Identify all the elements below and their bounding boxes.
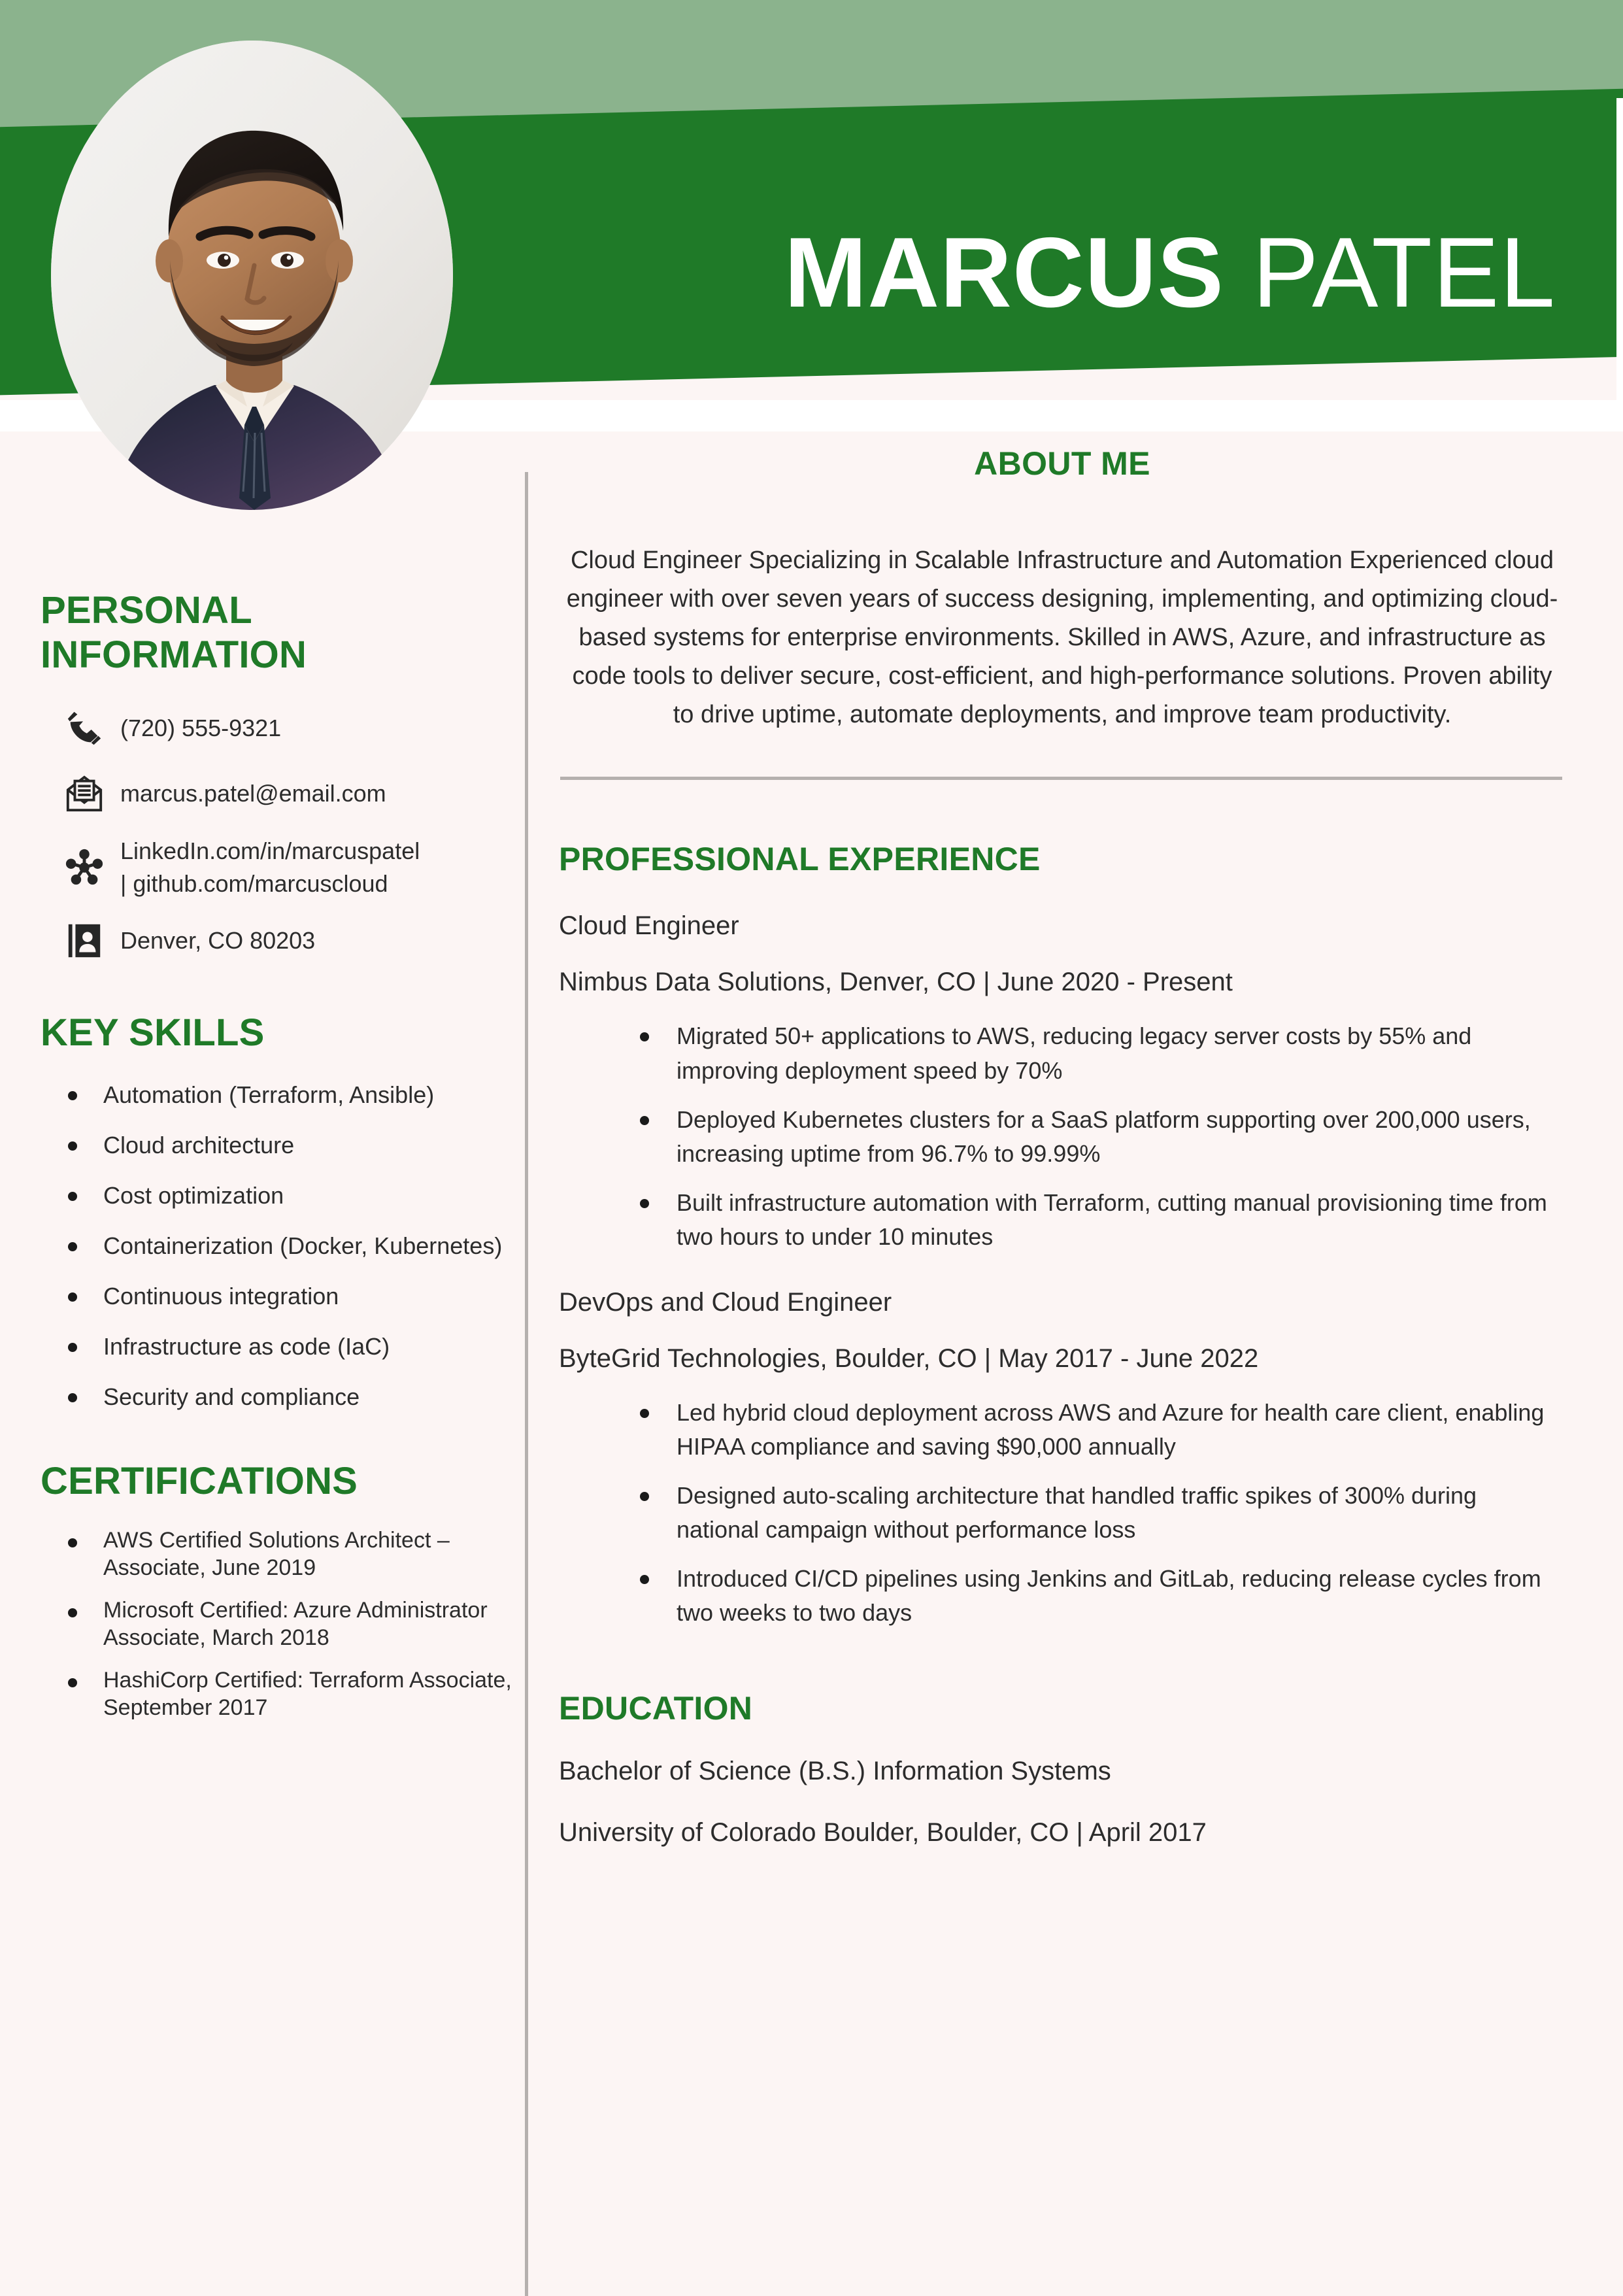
contact-item-location[interactable] (64, 917, 516, 965)
education-school: University of Colorado Boulder, Boulder, CO | April 2017 (559, 1818, 1207, 1848)
job-bullets (637, 1396, 1565, 1630)
profile-photo (51, 41, 453, 510)
contact-item-phone[interactable] (64, 704, 516, 752)
envelope-icon (64, 773, 120, 814)
certifications-title: CERTIFICATIONS (41, 1460, 358, 1503)
job-bullets (637, 1019, 1565, 1254)
phone-icon (64, 708, 120, 749)
education-title: EDUCATION (559, 1690, 753, 1727)
phone-text: (720) 555-9321 (120, 715, 282, 742)
list-item: Cloud architecture (64, 1128, 516, 1162)
list-item: HashiCorp Certified: Terraform Associate, September 2017 (64, 1666, 516, 1722)
banner-right-trim (1616, 98, 1623, 431)
personal-information-title-line2: INFORMATION (41, 633, 307, 677)
job-role: Cloud Engineer (559, 911, 739, 941)
first-name: MARCUS (784, 217, 1224, 328)
list-item: Automation (Terraform, Ansible) (64, 1078, 516, 1111)
job-role: DevOps and Cloud Engineer (559, 1287, 892, 1317)
about-me-body (559, 541, 1565, 734)
job-meta: Nimbus Data Solutions, Denver, CO | June 2020 - Present (559, 968, 1233, 997)
personal-information-section (0, 588, 516, 965)
list-item: Deployed Kubernetes clusters for a SaaS platform supporting over 200,000 users, increasing uptime from 96.7% to 99.99% (637, 1103, 1565, 1172)
list-item: Led hybrid cloud deployment across AWS and Azure for health care client, enabling HIPAA compliance and saving $90,000 annually (637, 1396, 1565, 1464)
experience-entry (559, 908, 1565, 1254)
about-me-paragraph: Experienced cloud engineer with over seven years of success designing, implementing, and optimizing cloud-based systems for enterprise environments. Skilled in AWS, Azure, and infrastructure as code tools to deliver secure, cost-efficient, and high-performance solutions. Proven ability to drive uptime, automate deployments, and improve team productivity. (566, 547, 1558, 728)
list-item: Cost optimization (64, 1179, 516, 1212)
last-name: PATEL (1224, 217, 1556, 328)
section-divider (560, 777, 1562, 780)
about-me-headline: Cloud Engineer Specializing in Scalable Infrastructure and Automation (570, 547, 1343, 574)
contact-item-email[interactable] (64, 769, 516, 818)
address-book-icon (64, 920, 120, 961)
list-item: Microsoft Certified: Azure Administrator Associate, March 2018 (64, 1596, 516, 1652)
social-text: LinkedIn.com/in/marcuspatel | github.com/marcuscloud (120, 837, 420, 897)
list-item: Security and compliance (64, 1380, 516, 1413)
key-skills-section (0, 1011, 516, 1413)
list-item: Introduced CI/CD pipelines using Jenkins and GitLab, reducing release cycles from two weeks to two days (637, 1562, 1565, 1630)
column-divider (525, 472, 528, 2296)
email-text: marcus.patel@email.com (120, 780, 386, 807)
personal-information-title-line1: PERSONAL (41, 589, 252, 632)
key-skills-title: KEY SKILLS (41, 1011, 265, 1055)
page-title (575, 216, 1556, 330)
contact-list (64, 704, 516, 965)
list-item: Designed auto-scaling architecture that handled traffic spikes of 300% during national campaign without performance loss (637, 1479, 1565, 1547)
sidebar (0, 588, 516, 1736)
education-degree: Bachelor of Science (B.S.) Information Systems (559, 1757, 1111, 1786)
network-icon (64, 847, 120, 888)
location-text: Denver, CO 80203 (120, 927, 316, 954)
list-item: Containerization (Docker, Kubernetes) (64, 1229, 516, 1262)
about-me-section (559, 445, 1565, 780)
personal-information-title (41, 588, 516, 678)
certifications-list (64, 1527, 516, 1722)
experience-entry (559, 1285, 1565, 1630)
about-me-title: ABOUT ME (974, 445, 1150, 482)
education-section (559, 1689, 1565, 1850)
professional-experience-section (559, 840, 1565, 1630)
key-skills-list (64, 1078, 516, 1414)
contact-item-social[interactable] (64, 835, 516, 900)
list-item: Infrastructure as code (IaC) (64, 1330, 516, 1363)
list-item: AWS Certified Solutions Architect – Associate, June 2019 (64, 1527, 516, 1582)
job-meta: ByteGrid Technologies, Boulder, CO | May 2017 - June 2022 (559, 1343, 1259, 1373)
list-item: Migrated 50+ applications to AWS, reducing legacy server costs by 55% and improving deployment speed by 70% (637, 1019, 1565, 1088)
professional-experience-title: PROFESSIONAL EXPERIENCE (559, 841, 1041, 878)
avatar (51, 41, 453, 510)
list-item: Built infrastructure automation with Terraform, cutting manual provisioning time from two hours to under 10 minutes (637, 1186, 1565, 1255)
certifications-section (0, 1459, 516, 1721)
main-content (559, 445, 1565, 1850)
list-item: Continuous integration (64, 1279, 516, 1313)
